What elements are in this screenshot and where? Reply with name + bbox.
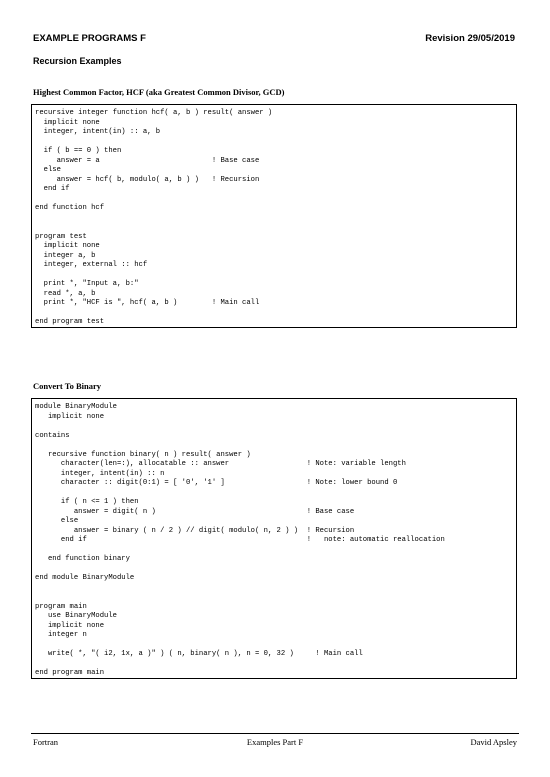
section-title-binary: Convert To Binary bbox=[33, 381, 102, 391]
document-subtitle: Recursion Examples bbox=[33, 56, 122, 66]
code-box-hcf bbox=[31, 104, 517, 328]
footer-right: David Apsley bbox=[470, 737, 517, 747]
footer-rule bbox=[31, 733, 519, 734]
footer-left: Fortran bbox=[33, 737, 59, 747]
document-header-title: EXAMPLE PROGRAMS F bbox=[33, 33, 146, 44]
document-revision: Revision 29/05/2019 bbox=[425, 33, 515, 44]
code-block-hcf: recursive integer function hcf( a, b ) result( answer ) implicit none integer, intent(in) :: a, b if ( b == 0 ) then answer = a ! Base case else answer = hcf( b, modulo( a, b ) ) ! Recursion end if end function hcf program test implicit none integer a, b integer, external :: hcf print *, "Input a, b:" read *, a, b print *, "HCF is ", hcf( a, b ) ! Main call end program test bbox=[35, 109, 273, 326]
code-box-binary bbox=[31, 398, 517, 679]
footer-center: Examples Part F bbox=[246, 737, 304, 747]
section-title-hcf: Highest Common Factor, HCF (aka Greatest Common Divisor, GCD) bbox=[33, 87, 285, 97]
code-block-binary: module BinaryModule implicit none contains recursive function binary( n ) result( answer ) character(len=:), allocatable :: answer ! Note: variable length integer, intent(in) :: n character :: digit(0:1) = [ '0', '1' ] ! Note: lower bound 0 if ( n <= 1 ) then answer = digit( n ) ! Base case else answer = binary ( n / 2 ) // digit( modulo( n, 2 ) ) ! Recursion end if ! note: automatic reallocation end function binary end module BinaryModule program main use BinaryModule implicit none integer n write( *, "( i2, 1x, a )" ) ( n, binary( n ), n = 0, 32 ) ! Main call end program main bbox=[35, 403, 445, 677]
